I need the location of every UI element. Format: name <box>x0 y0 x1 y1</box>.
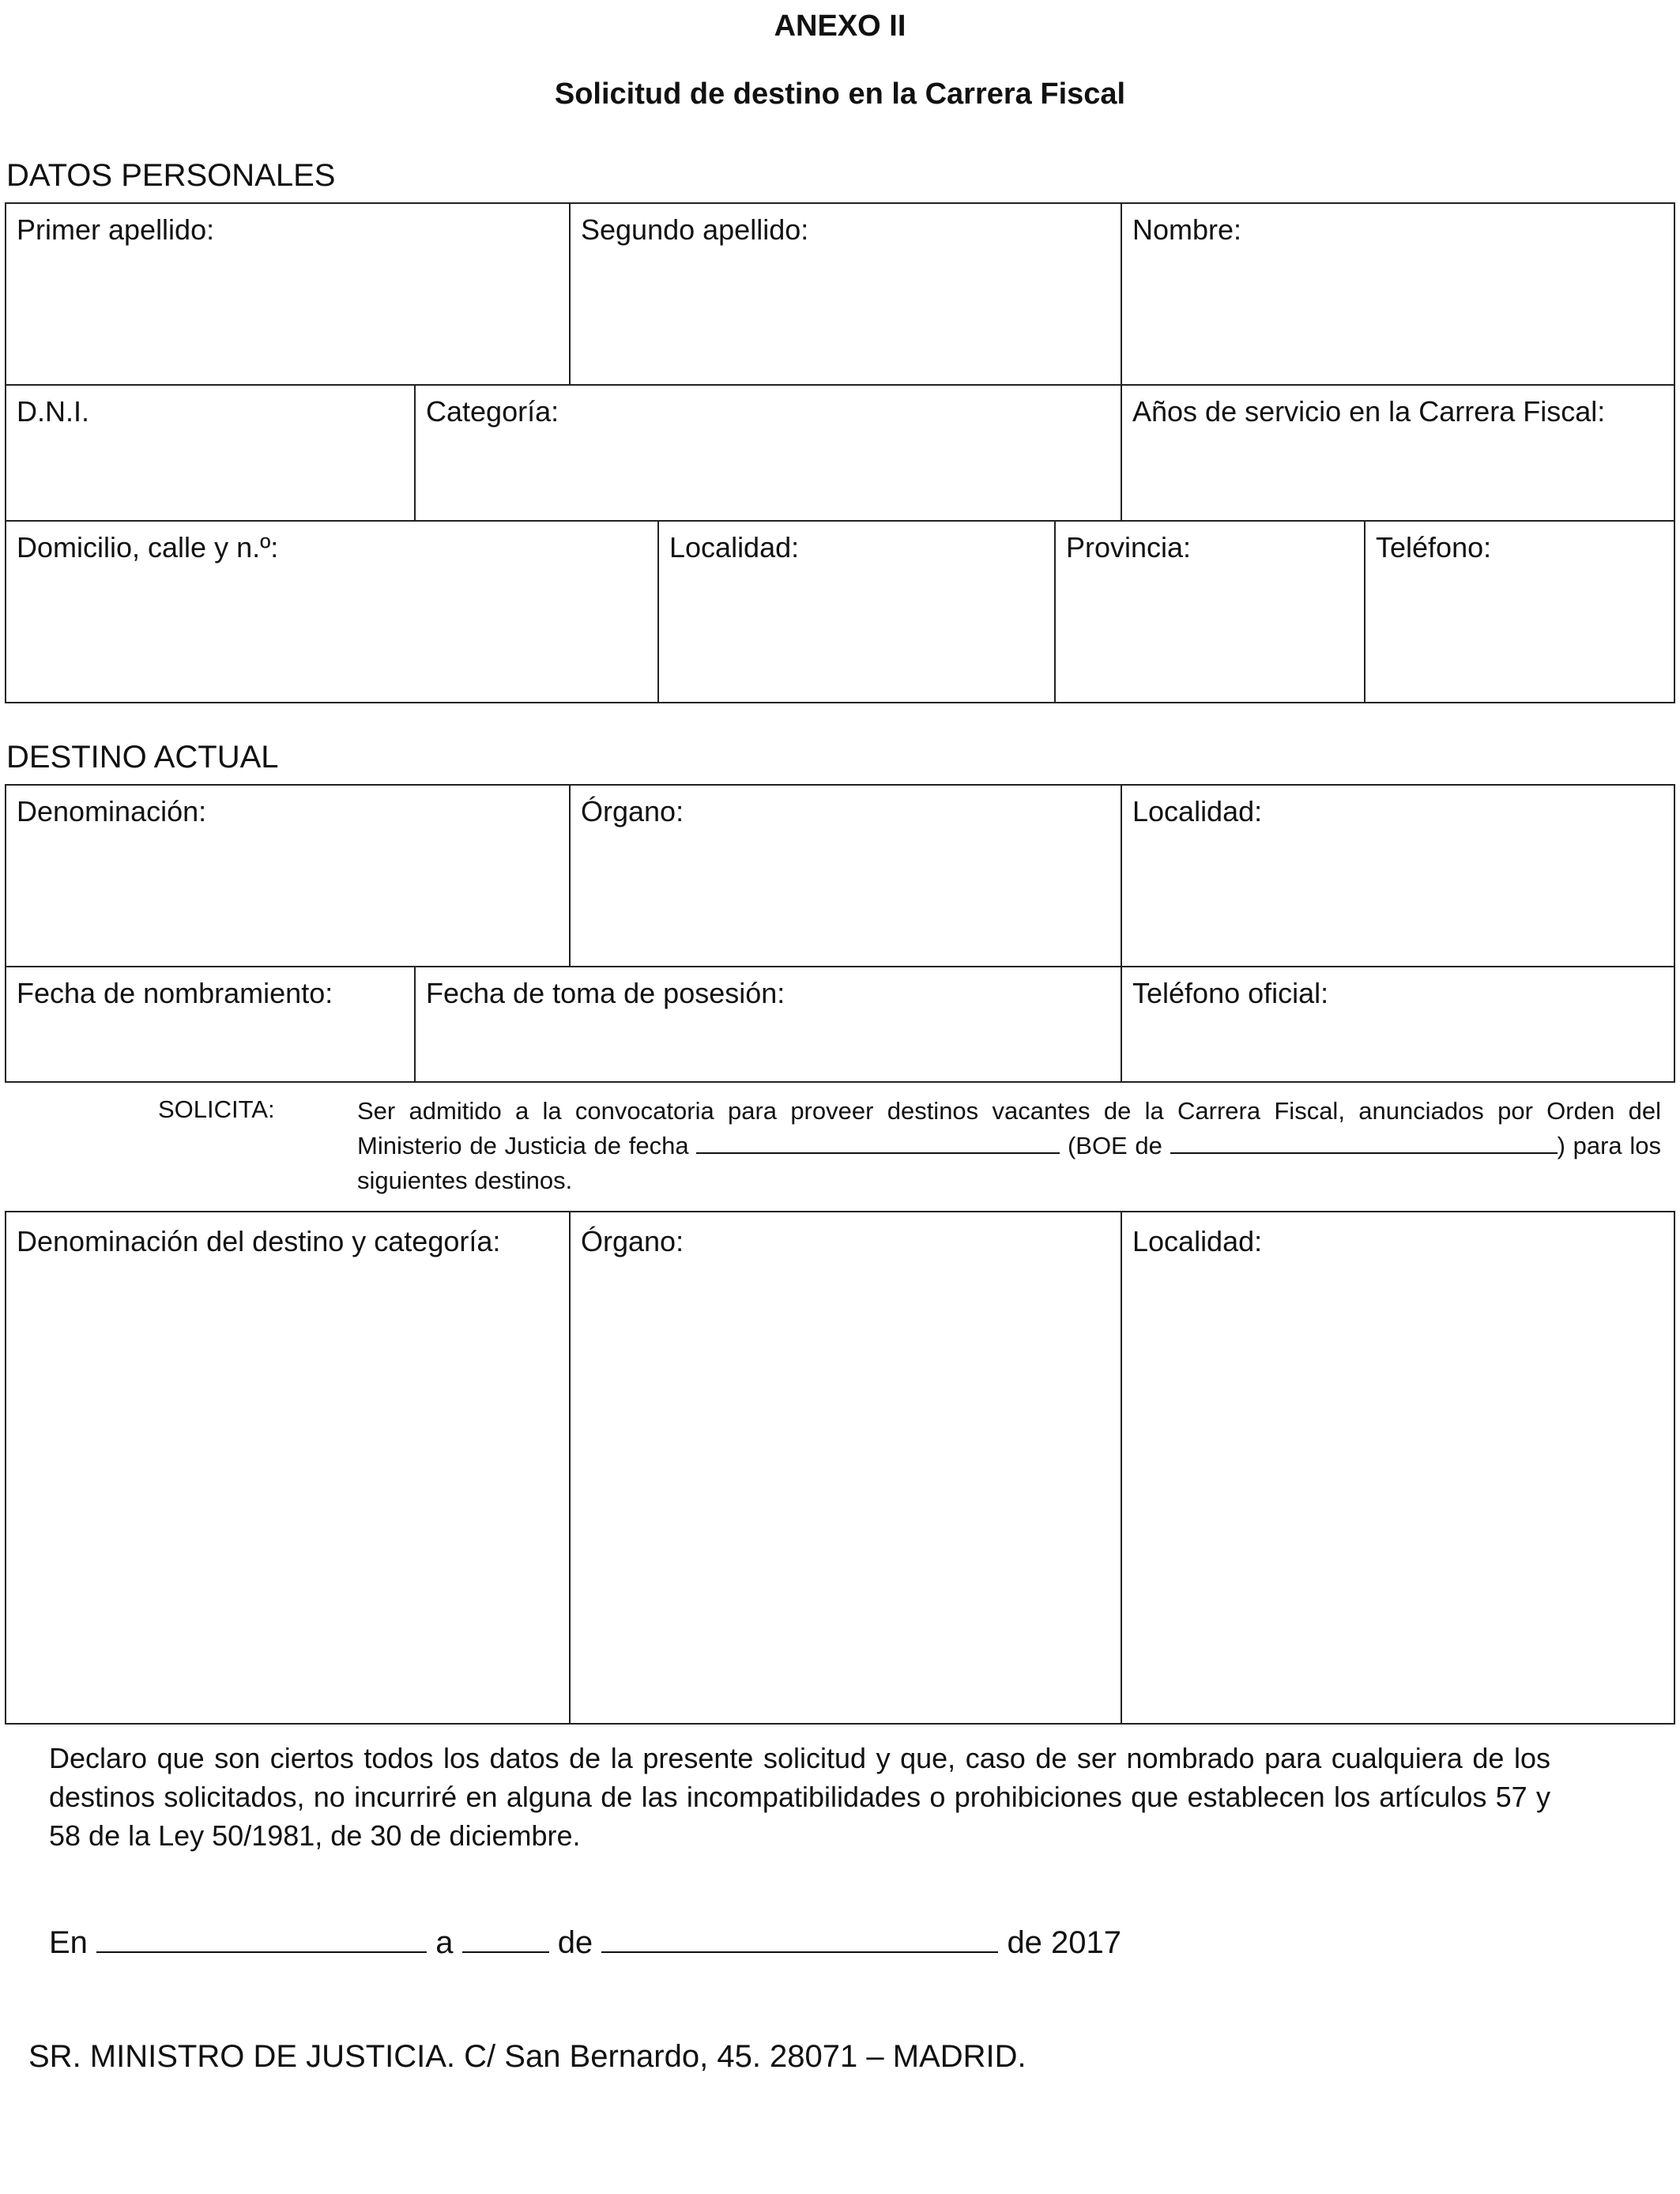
solicita-text-part3: ) para los siguientes destinos. <box>357 1132 1661 1194</box>
document-title: Solicitud de destino en la Carrera Fiscal <box>554 77 1126 111</box>
boe-fecha-blank[interactable] <box>1170 1130 1558 1154</box>
fecha-en-label: En <box>49 1925 88 1960</box>
destino-organo-label: Órgano: <box>581 1225 684 1257</box>
categoria-label: Categoría: <box>426 395 559 428</box>
primer-apellido-label: Primer apellido: <box>17 213 215 246</box>
localidad-field[interactable] <box>657 520 1056 703</box>
destino-denominacion-field[interactable] <box>5 1211 571 1725</box>
annex-title: ANEXO II <box>774 9 906 43</box>
provincia-label: Provincia: <box>1066 531 1192 564</box>
lugar-blank[interactable] <box>96 1924 427 1953</box>
orden-fecha-blank[interactable] <box>696 1130 1060 1154</box>
anos-servicio-field[interactable] <box>1121 384 1675 522</box>
telefono-field[interactable] <box>1364 520 1675 703</box>
dia-blank[interactable] <box>462 1924 549 1953</box>
denominacion-field[interactable] <box>5 784 571 967</box>
fecha-a-label: a <box>435 1925 454 1960</box>
localidad-label: Localidad: <box>669 531 800 564</box>
nombre-label: Nombre: <box>1132 213 1242 246</box>
anos-servicio-label: Años de servicio en la Carrera Fiscal: <box>1132 395 1606 428</box>
destinatario-address: SR. MINISTRO DE JUSTICIA. C/ San Bernardo, 45. 28071 – MADRID. <box>28 2039 1026 2074</box>
dni-field[interactable] <box>5 384 416 522</box>
destino-denominacion-label: Denominación del destino y categoría: <box>17 1225 501 1257</box>
telefono-label: Teléfono: <box>1376 531 1492 564</box>
segundo-apellido-field[interactable] <box>569 202 1122 386</box>
primer-apellido-field[interactable] <box>5 202 571 386</box>
dni-label: D.N.I. <box>17 395 90 428</box>
categoria-field[interactable] <box>414 384 1122 522</box>
fecha-toma-posesion-label: Fecha de toma de posesión: <box>426 977 785 1009</box>
fecha-toma-posesion-field[interactable] <box>414 966 1122 1083</box>
solicita-text <box>357 1094 1661 1198</box>
solicita-label: SOLICITA: <box>158 1095 275 1123</box>
mes-blank[interactable] <box>601 1924 998 1953</box>
solicita-text-part2: (BOE de <box>1067 1132 1162 1159</box>
fecha-de-label: de <box>557 1925 593 1960</box>
domicilio-label: Domicilio, calle y n.º: <box>17 531 279 564</box>
telefono-oficial-label: Teléfono oficial: <box>1132 977 1329 1009</box>
organo-label: Órgano: <box>581 795 684 827</box>
telefono-oficial-field[interactable] <box>1121 966 1675 1083</box>
declaracion-text: Declaro que son ciertos todos los datos de la presente solicitud y que, caso de ser nombrado para cualquiera de los destinos solicitados, no incurriré en alguna de las incompatibilidades o prohibiciones que establecen los artículos 57 y 58 de la Ley 50/1981, de 30 de diciembre. <box>49 1742 1550 1852</box>
domicilio-field[interactable] <box>5 520 659 703</box>
solicita-text-part1: Ser admitido a la convocatoria para proveer destinos vacantes de la Carrera Fiscal, anunciados por Orden del Ministerio de Justicia de fecha <box>357 1097 1661 1159</box>
fecha-firma-line <box>49 1924 1121 1961</box>
destino-organo-field[interactable] <box>569 1211 1122 1725</box>
provincia-field[interactable] <box>1054 520 1365 703</box>
organo-field[interactable] <box>569 784 1122 967</box>
destino-localidad-field[interactable] <box>1121 1211 1675 1725</box>
segundo-apellido-label: Segundo apellido: <box>581 213 809 246</box>
localidad-actual-label: Localidad: <box>1132 795 1263 827</box>
fecha-nombramiento-field[interactable] <box>5 966 416 1083</box>
section-destino-actual: DESTINO ACTUAL <box>6 740 279 775</box>
localidad-actual-field[interactable] <box>1121 784 1675 967</box>
destino-localidad-label: Localidad: <box>1132 1225 1263 1257</box>
fecha-nombramiento-label: Fecha de nombramiento: <box>17 977 333 1009</box>
fecha-year-label: de 2017 <box>1007 1925 1122 1960</box>
nombre-field[interactable] <box>1121 202 1675 386</box>
section-datos-personales: DATOS PERSONALES <box>6 158 336 193</box>
denominacion-label: Denominación: <box>17 795 207 827</box>
